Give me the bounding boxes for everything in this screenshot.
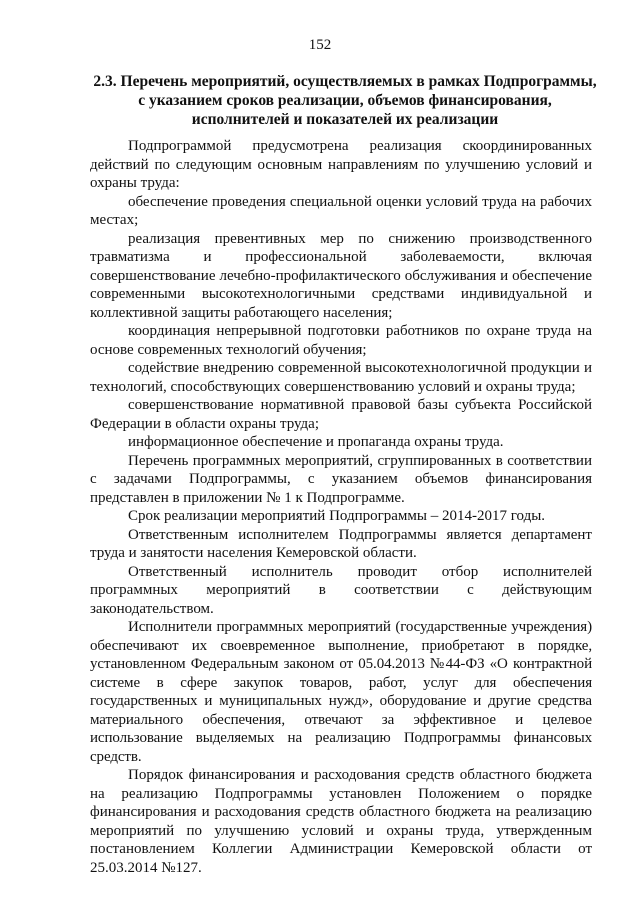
page-number: 152 bbox=[308, 37, 332, 53]
paragraph: Подпрограммой предусмотрена реализация скоординированных действий по следующим основным направлениям по улучшению условий и охраны труда: bbox=[90, 138, 592, 191]
paragraph: Перечень программных мероприятий, сгруппированных в соответствии с задачами Подпрограммы, с указанием объемов финансирования представлен в приложении № 1 к Подпрограмме. bbox=[90, 452, 592, 506]
paragraph: реализация превентивных мер по снижению производственного травматизма и профессиональной заболеваемости, включая совершенствование лечебно-профилактического обслуживания и обеспечение современными высокотехнологичными средствами индивидуальной и коллективной защиты работающего населения; bbox=[90, 230, 592, 321]
paragraph: Ответственным исполнителем Подпрограммы является департамент труда и занятости населения Кемеровской области. bbox=[90, 526, 592, 561]
paragraph: содействие внедрению современной высокотехнологичной продукции и технологий, способствующих совершенствованию условий и охраны труда; bbox=[90, 360, 592, 395]
document-body bbox=[90, 137, 592, 877]
section-heading-line: 2.3. Перечень мероприятий, осуществляемых в рамках Подпрограммы, bbox=[93, 73, 597, 90]
paragraph: Исполнители программных мероприятий (государственные учреждения) обеспечивают их своевременное выполнение, приобретают в порядке, установленном Федеральным законом от 05.04.2013 №44-ФЗ «О контрактной системе в сфере закупок товаров, работ, услуг для обеспечения государственных и муниципальных нужд», оборудование и другие средства материального обеспечения, отвечают за эффективное и целевое использование выделяемых на реализацию Подпрограммы финансовых средств. bbox=[90, 619, 592, 765]
paragraph: совершенствование нормативной правовой базы субъекта Российской Федерации в области охраны труда; bbox=[90, 397, 592, 432]
section-heading bbox=[90, 72, 600, 129]
paragraph: координация непрерывной подготовки работников по охране труда на основе современных технологий обучения; bbox=[90, 323, 592, 358]
paragraph: Ответственный исполнитель проводит отбор исполнителей программных мероприятий в соответствии с действующим законодательством. bbox=[90, 563, 592, 617]
paragraph: Срок реализации мероприятий Подпрограммы – 2014-2017 годы. bbox=[128, 508, 546, 524]
paragraph: Порядок финансирования и расходования средств областного бюджета на реализацию Подпрограммы установлен Положением о порядке финансирования и расходования средств областного бюджета на реализацию мероприятий по улучшению условий и охраны труда, утвержденным постановлением Коллегии Администрации Кемеровской области от 25.03.2014 №127. bbox=[90, 767, 592, 876]
paragraph: обеспечение проведения специальной оценки условий труда на рабочих местах; bbox=[90, 193, 592, 228]
section-heading-line: исполнителей и показателей их реализации bbox=[191, 111, 499, 128]
paragraph: информационное обеспечение и пропаганда охраны труда. bbox=[128, 434, 504, 450]
section-heading-line: с указанием сроков реализации, объемов финансирования, bbox=[138, 92, 552, 109]
